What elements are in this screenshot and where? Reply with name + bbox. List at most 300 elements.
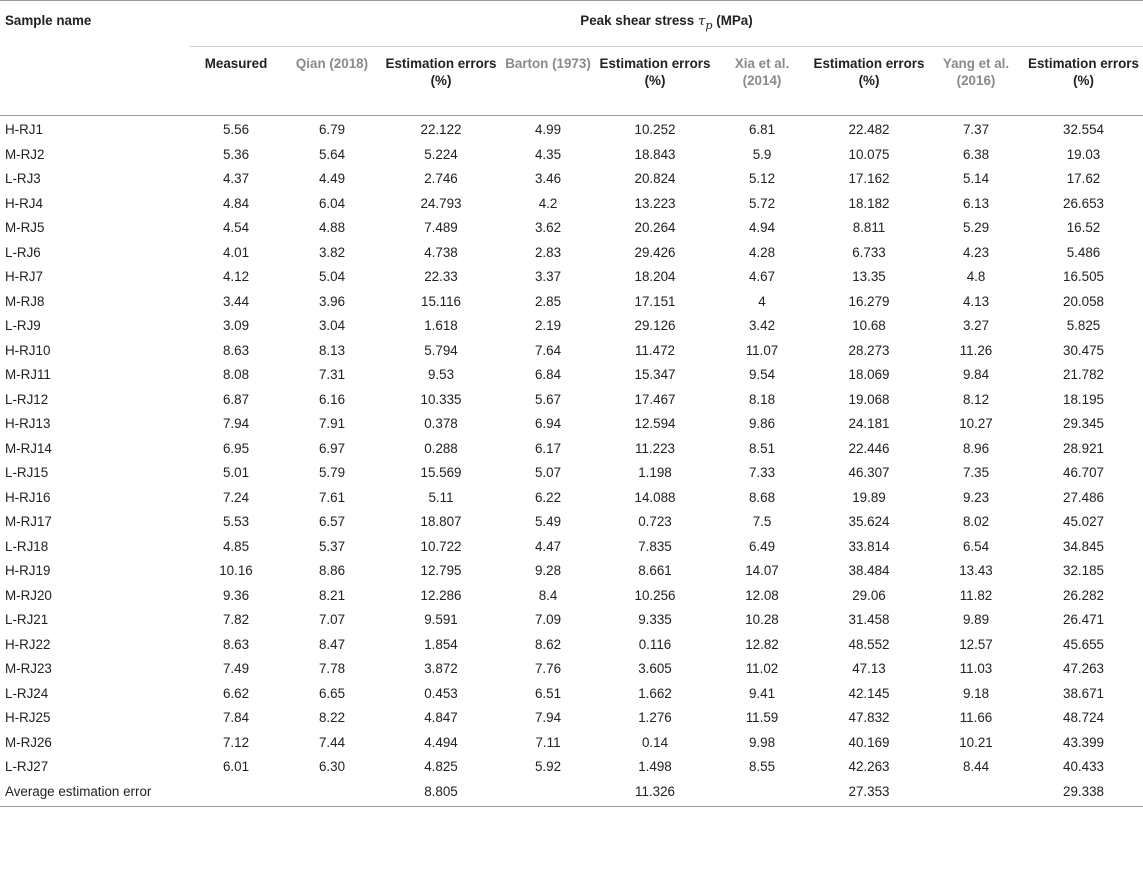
cell-qian_err: 9.53 — [427, 367, 455, 382]
cell-measured: 8.63 — [222, 342, 250, 358]
cell-xia_err: 18.069 — [848, 367, 890, 382]
cell-qian_err: 7.489 — [424, 220, 458, 235]
cell-yang: 11.82 — [959, 587, 993, 603]
cell-yang: 4.13 — [962, 293, 990, 309]
cell-barton_err: 12.594 — [634, 416, 676, 431]
cell-qian: 6.57 — [318, 514, 346, 529]
cell-yang: 7.37 — [962, 122, 990, 137]
cell-measured: 4.37 — [222, 171, 250, 186]
cell-sample: L-RJ18 — [5, 538, 49, 554]
cell-yang: 9.18 — [962, 685, 990, 701]
table-row — [0, 633, 1143, 658]
cell-barton_err: 14.088 — [634, 489, 676, 505]
cell-yang_err: 26.653 — [1063, 195, 1104, 211]
cell-measured: 10.16 — [219, 563, 253, 578]
cell-qian: 7.78 — [318, 661, 346, 676]
cell-xia: 4.94 — [748, 220, 776, 235]
cell-sample: M-RJ20 — [5, 587, 52, 603]
cell-yang_err: 29.345 — [1063, 416, 1104, 431]
cell-qian: 6.16 — [318, 391, 346, 407]
cell-yang_err: 17.62 — [1066, 171, 1101, 186]
cell-xia: 9.54 — [748, 367, 776, 382]
cell-barton_err: 29.126 — [634, 318, 676, 333]
cell-qian_err: 3.872 — [424, 661, 458, 676]
cell-barton_err: 3.605 — [638, 661, 672, 676]
peak-shear-stress-header: Peak shear stress $\tau_p$ (MPa) — [190, 1, 1143, 47]
average-xia_err: 27.353 — [810, 780, 928, 807]
cell-qian: 8.13 — [318, 342, 346, 358]
cell-barton_err: 18.843 — [634, 146, 676, 162]
column-header-qian: Qian (2018) — [295, 56, 369, 71]
cell-qian_err: 2.746 — [424, 171, 458, 186]
cell-yang: 8.96 — [962, 440, 990, 456]
cell-barton_err: 17.151 — [634, 293, 676, 309]
cell-yang_err: 34.845 — [1063, 538, 1104, 554]
cell-qian_err: 12.795 — [420, 563, 462, 578]
cell-barton_err: 0.723 — [638, 514, 672, 529]
cell-yang_err: 5.825 — [1066, 318, 1101, 333]
cell-measured: 8.63 — [222, 636, 250, 652]
column-header-barton_err: Estimation errors (%) — [599, 56, 711, 88]
cell-sample: L-RJ3 — [5, 171, 41, 186]
cell-qian: 7.91 — [318, 416, 346, 431]
column-header-xia_err: Estimation errors (%) — [813, 56, 925, 88]
cell-yang: 9.89 — [962, 612, 990, 627]
cell-qian: 7.07 — [318, 612, 346, 627]
cell-xia_err: 35.624 — [848, 514, 890, 529]
cell-qian_err: 5.794 — [424, 342, 458, 358]
cell-measured: 3.44 — [222, 293, 250, 309]
cell-qian: 6.04 — [318, 195, 346, 211]
cell-yang: 9.84 — [962, 367, 990, 382]
cell-xia_err: 40.169 — [848, 734, 890, 750]
cell-xia: 7.33 — [748, 465, 776, 480]
cell-qian_err: 1.618 — [424, 318, 458, 333]
cell-measured: 6.95 — [222, 440, 250, 456]
cell-barton_err: 15.347 — [634, 367, 676, 382]
cell-barton: 4.35 — [534, 146, 562, 162]
average-label: Average estimation error — [0, 780, 190, 807]
cell-qian_err: 5.11 — [428, 489, 454, 505]
table-row — [0, 437, 1143, 462]
cell-xia: 5.72 — [748, 195, 776, 211]
cell-xia: 3.42 — [748, 318, 776, 333]
cell-qian: 3.04 — [318, 318, 346, 333]
average-yang — [928, 780, 1024, 807]
cell-yang: 8.44 — [962, 759, 990, 774]
cell-sample: H-RJ13 — [5, 416, 51, 431]
cell-sample: M-RJ26 — [5, 734, 52, 750]
cell-xia: 14.07 — [745, 563, 779, 578]
column-header-barton: Barton (1973) — [505, 56, 591, 71]
cell-measured: 4.84 — [222, 195, 250, 211]
cell-xia_err: 33.814 — [848, 538, 890, 554]
cell-barton_err: 17.467 — [634, 391, 676, 407]
cell-barton: 4.47 — [534, 538, 562, 554]
cell-yang: 5.14 — [962, 171, 990, 186]
table-row — [0, 510, 1143, 535]
cell-xia_err: 29.06 — [852, 587, 886, 603]
table-row — [0, 116, 1143, 143]
cell-barton_err: 20.824 — [634, 171, 676, 186]
column-header-xia: Xia et al. (2014) — [734, 56, 790, 88]
cell-xia_err: 19.068 — [848, 391, 890, 407]
cell-yang: 4.8 — [966, 269, 986, 284]
cell-barton: 5.67 — [534, 391, 562, 407]
cell-yang_err: 16.505 — [1063, 269, 1104, 284]
cell-barton: 4.99 — [534, 122, 562, 137]
cell-barton_err: 7.835 — [638, 538, 672, 554]
cell-qian: 3.82 — [318, 244, 346, 260]
cell-barton_err: 13.223 — [634, 195, 676, 211]
cell-measured: 8.08 — [222, 367, 250, 382]
cell-yang: 10.21 — [959, 734, 993, 750]
table-row — [0, 216, 1143, 241]
cell-yang_err: 46.707 — [1063, 465, 1104, 480]
cell-barton_err: 1.198 — [638, 465, 672, 480]
cell-measured: 5.36 — [222, 146, 250, 162]
cell-xia_err: 22.482 — [848, 122, 890, 137]
cell-yang_err: 16.52 — [1066, 220, 1101, 235]
cell-yang_err: 20.058 — [1063, 293, 1104, 309]
cell-xia: 11.02 — [745, 661, 779, 676]
cell-xia: 5.12 — [748, 171, 776, 186]
cell-sample: M-RJ2 — [5, 146, 45, 162]
cell-xia: 8.55 — [748, 759, 776, 774]
cell-yang: 9.23 — [962, 489, 990, 505]
table-row — [0, 486, 1143, 511]
cell-xia: 8.51 — [748, 440, 776, 456]
cell-yang_err: 5.486 — [1066, 244, 1101, 260]
table-row — [0, 290, 1143, 315]
cell-qian: 8.21 — [318, 587, 346, 603]
cell-barton: 2.83 — [534, 244, 562, 260]
cell-qian_err: 0.453 — [424, 685, 458, 701]
cell-measured: 4.85 — [222, 538, 250, 554]
cell-qian: 8.47 — [318, 636, 346, 652]
table-row — [0, 241, 1143, 266]
cell-measured: 5.01 — [222, 465, 250, 480]
cell-barton: 7.64 — [534, 342, 562, 358]
cell-qian_err: 0.378 — [424, 416, 458, 431]
cell-barton: 5.49 — [534, 514, 562, 529]
cell-measured: 7.94 — [222, 416, 250, 431]
cell-barton_err: 20.264 — [634, 220, 676, 235]
cell-qian_err: 4.494 — [424, 734, 458, 750]
cell-qian_err: 12.286 — [420, 587, 462, 603]
cell-barton_err: 1.498 — [638, 759, 672, 774]
table-row — [0, 192, 1143, 217]
cell-measured: 7.82 — [222, 612, 250, 627]
cell-barton_err: 9.335 — [638, 612, 672, 627]
cell-barton: 8.4 — [538, 587, 558, 603]
cell-measured: 7.84 — [222, 710, 250, 725]
cell-sample: H-RJ10 — [5, 342, 51, 358]
cell-xia_err: 6.733 — [852, 244, 886, 260]
cell-xia_err: 22.446 — [848, 440, 890, 456]
average-row — [0, 780, 1143, 807]
table-row — [0, 608, 1143, 633]
cell-barton_err: 11.472 — [635, 342, 675, 358]
cell-yang: 6.54 — [962, 538, 990, 554]
cell-xia_err: 28.273 — [848, 342, 890, 358]
cell-xia: 6.49 — [748, 538, 776, 554]
cell-measured: 7.49 — [222, 661, 250, 676]
cell-barton: 5.07 — [534, 465, 562, 480]
cell-yang_err: 38.671 — [1063, 685, 1104, 701]
cell-sample: M-RJ23 — [5, 661, 52, 676]
cell-measured: 4.12 — [222, 269, 250, 284]
table-row — [0, 143, 1143, 168]
cell-qian_err: 15.569 — [420, 465, 462, 480]
cell-barton: 2.85 — [534, 293, 562, 309]
cell-xia: 4.67 — [748, 269, 776, 284]
average-yang_err: 29.338 — [1024, 780, 1143, 807]
cell-barton: 6.51 — [534, 685, 562, 701]
table-row — [0, 559, 1143, 584]
cell-xia_err: 10.68 — [852, 318, 886, 333]
table-header — [0, 1, 1143, 116]
cell-xia_err: 42.145 — [848, 685, 890, 701]
cell-yang: 8.02 — [962, 514, 990, 529]
table-row — [0, 731, 1143, 756]
cell-xia_err: 17.162 — [848, 171, 890, 186]
cell-yang: 13.43 — [959, 563, 993, 578]
cell-xia_err: 8.811 — [852, 220, 886, 235]
cell-barton_err: 11.223 — [635, 440, 675, 456]
cell-yang_err: 45.027 — [1063, 514, 1104, 529]
cell-xia_err: 42.263 — [848, 759, 890, 774]
cell-yang: 12.57 — [959, 636, 993, 652]
cell-xia_err: 47.13 — [852, 661, 886, 676]
cell-qian: 6.30 — [318, 759, 346, 774]
cell-measured: 4.54 — [222, 220, 250, 235]
cell-qian_err: 5.224 — [424, 146, 458, 162]
cell-barton: 9.28 — [534, 563, 562, 578]
cell-barton: 7.76 — [534, 661, 562, 676]
cell-measured: 9.36 — [222, 587, 250, 603]
cell-measured: 5.56 — [222, 122, 250, 137]
cell-xia_err: 47.832 — [848, 710, 890, 725]
cell-sample: L-RJ15 — [5, 465, 49, 480]
cell-sample: H-RJ19 — [5, 563, 51, 578]
cell-qian: 5.04 — [318, 269, 346, 284]
cell-barton_err: 8.661 — [638, 563, 672, 578]
cell-barton_err: 10.252 — [634, 122, 676, 137]
cell-barton: 2.19 — [534, 318, 562, 333]
cell-qian: 7.31 — [318, 367, 346, 382]
cell-barton: 6.22 — [534, 489, 562, 505]
table-row — [0, 706, 1143, 731]
cell-barton: 3.62 — [534, 220, 562, 235]
cell-xia_err: 13.35 — [852, 269, 886, 284]
cell-xia_err: 24.181 — [848, 416, 890, 431]
cell-barton_err: 1.662 — [638, 685, 672, 701]
cell-sample: L-RJ24 — [5, 685, 49, 701]
cell-xia: 11.07 — [745, 342, 779, 358]
cell-measured: 3.09 — [222, 318, 250, 333]
cell-yang: 10.27 — [959, 416, 993, 431]
cell-barton_err: 18.204 — [634, 269, 676, 284]
table-row — [0, 265, 1143, 290]
average-xia — [714, 780, 810, 807]
cell-barton: 6.84 — [534, 367, 562, 382]
cell-xia: 4 — [758, 293, 766, 309]
cell-yang: 3.27 — [962, 318, 990, 333]
cell-xia_err: 19.89 — [852, 489, 886, 505]
cell-yang_err: 30.475 — [1063, 342, 1104, 358]
cell-barton: 7.09 — [534, 612, 562, 627]
cell-qian_err: 4.825 — [424, 759, 458, 774]
cell-measured: 5.53 — [222, 514, 250, 529]
cell-yang_err: 19.03 — [1066, 146, 1101, 162]
cell-sample: H-RJ16 — [5, 489, 51, 505]
cell-xia: 5.9 — [752, 146, 772, 162]
cell-qian_err: 0.288 — [424, 440, 458, 456]
table-row — [0, 584, 1143, 609]
cell-barton: 8.62 — [534, 636, 562, 652]
cell-yang: 11.66 — [959, 710, 993, 725]
table-row — [0, 657, 1143, 682]
cell-qian_err: 10.335 — [420, 391, 462, 407]
cell-xia: 9.98 — [748, 734, 776, 750]
cell-sample: L-RJ6 — [5, 244, 41, 260]
cell-sample: H-RJ7 — [5, 269, 43, 284]
sample-name-header: Sample name — [5, 13, 92, 28]
cell-qian_err: 18.807 — [420, 514, 462, 529]
cell-qian: 7.44 — [318, 734, 346, 750]
table-row — [0, 167, 1143, 192]
cell-qian_err: 4.738 — [424, 244, 458, 260]
cell-yang_err: 48.724 — [1063, 710, 1104, 725]
cell-qian: 8.22 — [318, 710, 346, 725]
cell-sample: H-RJ4 — [5, 195, 43, 211]
cell-barton: 6.17 — [534, 440, 562, 456]
cell-sample: M-RJ8 — [5, 293, 45, 309]
cell-qian: 3.96 — [318, 293, 346, 309]
table-row — [0, 755, 1143, 780]
cell-yang_err: 26.282 — [1063, 587, 1104, 603]
table-row — [0, 412, 1143, 437]
cell-xia: 6.81 — [748, 122, 776, 137]
average-barton — [500, 780, 596, 807]
cell-qian_err: 10.722 — [420, 538, 462, 554]
column-header-measured: Measured — [204, 56, 268, 71]
average-qian — [282, 780, 382, 807]
cell-sample: M-RJ17 — [5, 514, 52, 529]
cell-yang_err: 21.782 — [1063, 367, 1104, 382]
table-row — [0, 363, 1143, 388]
cell-xia_err: 38.484 — [848, 563, 890, 578]
cell-xia: 10.28 — [745, 612, 779, 627]
cell-barton: 7.94 — [534, 710, 562, 725]
cell-yang_err: 18.195 — [1063, 391, 1104, 407]
cell-xia: 11.59 — [745, 710, 779, 725]
cell-yang: 7.35 — [962, 465, 990, 480]
cell-sample: H-RJ1 — [5, 122, 43, 137]
cell-qian: 6.65 — [318, 685, 346, 701]
cell-xia_err: 10.075 — [848, 146, 890, 162]
cell-barton_err: 0.116 — [638, 636, 672, 652]
cell-barton: 4.2 — [538, 195, 558, 211]
cell-qian: 8.86 — [318, 563, 346, 578]
cell-measured: 7.12 — [222, 734, 250, 750]
cell-xia_err: 31.458 — [848, 612, 890, 627]
cell-yang_err: 27.486 — [1063, 489, 1104, 505]
cell-sample: M-RJ11 — [5, 367, 51, 382]
cell-barton_err: 1.276 — [638, 710, 672, 725]
cell-xia_err: 18.182 — [848, 195, 890, 211]
average-measured — [190, 780, 282, 807]
cell-xia: 12.08 — [745, 587, 779, 603]
cell-sample: M-RJ14 — [5, 440, 52, 456]
cell-measured: 6.62 — [222, 685, 250, 701]
cell-qian_err: 9.591 — [424, 612, 458, 627]
cell-xia: 12.82 — [745, 636, 779, 652]
cell-xia_err: 46.307 — [848, 465, 890, 480]
cell-barton_err: 10.256 — [634, 587, 676, 603]
cell-xia: 8.18 — [748, 391, 776, 407]
cell-yang_err: 32.554 — [1063, 122, 1104, 137]
cell-qian: 4.49 — [318, 171, 346, 186]
cell-yang_err: 47.263 — [1063, 661, 1104, 676]
cell-barton_err: 0.14 — [641, 734, 669, 750]
cell-sample: L-RJ21 — [5, 612, 49, 627]
cell-qian_err: 1.854 — [424, 636, 458, 652]
cell-barton: 7.11 — [535, 734, 561, 750]
cell-barton_err: 29.426 — [634, 244, 676, 260]
cell-measured: 6.87 — [222, 391, 250, 407]
cell-sample: L-RJ12 — [5, 391, 49, 407]
cell-qian: 6.97 — [318, 440, 346, 456]
table-row — [0, 339, 1143, 364]
cell-yang_err: 40.433 — [1063, 759, 1104, 774]
cell-xia: 9.86 — [748, 416, 776, 431]
table-row — [0, 388, 1143, 413]
table-row — [0, 314, 1143, 339]
cell-xia_err: 16.279 — [848, 293, 890, 309]
cell-measured: 6.01 — [222, 759, 250, 774]
cell-qian_err: 22.33 — [424, 269, 458, 284]
cell-yang_err: 45.655 — [1063, 636, 1104, 652]
cell-qian_err: 24.793 — [420, 195, 462, 211]
cell-yang: 5.29 — [962, 220, 990, 235]
average-qian_err: 8.805 — [382, 780, 500, 807]
cell-qian: 5.79 — [318, 465, 346, 480]
column-header-yang_err: Estimation errors (%) — [1028, 56, 1139, 88]
cell-measured: 4.01 — [222, 244, 250, 260]
cell-yang_err: 43.399 — [1063, 734, 1104, 750]
cell-measured: 7.24 — [222, 489, 250, 505]
cell-qian: 6.79 — [318, 122, 346, 137]
cell-yang: 11.26 — [959, 342, 993, 358]
cell-xia: 7.5 — [752, 514, 772, 529]
cell-sample: H-RJ25 — [5, 710, 51, 725]
table-row — [0, 682, 1143, 707]
cell-qian: 5.64 — [318, 146, 346, 162]
cell-yang_err: 26.471 — [1063, 612, 1104, 627]
cell-barton: 5.92 — [534, 759, 562, 774]
cell-barton: 3.46 — [534, 171, 562, 186]
cell-yang: 6.13 — [962, 195, 990, 211]
cell-yang_err: 32.185 — [1063, 563, 1104, 578]
cell-sample: H-RJ22 — [5, 636, 51, 652]
cell-xia_err: 48.552 — [848, 636, 890, 652]
average-barton_err: 11.326 — [596, 780, 714, 807]
cell-yang_err: 28.921 — [1063, 440, 1104, 456]
cell-yang: 6.38 — [962, 146, 990, 162]
cell-sample: L-RJ9 — [5, 318, 41, 333]
